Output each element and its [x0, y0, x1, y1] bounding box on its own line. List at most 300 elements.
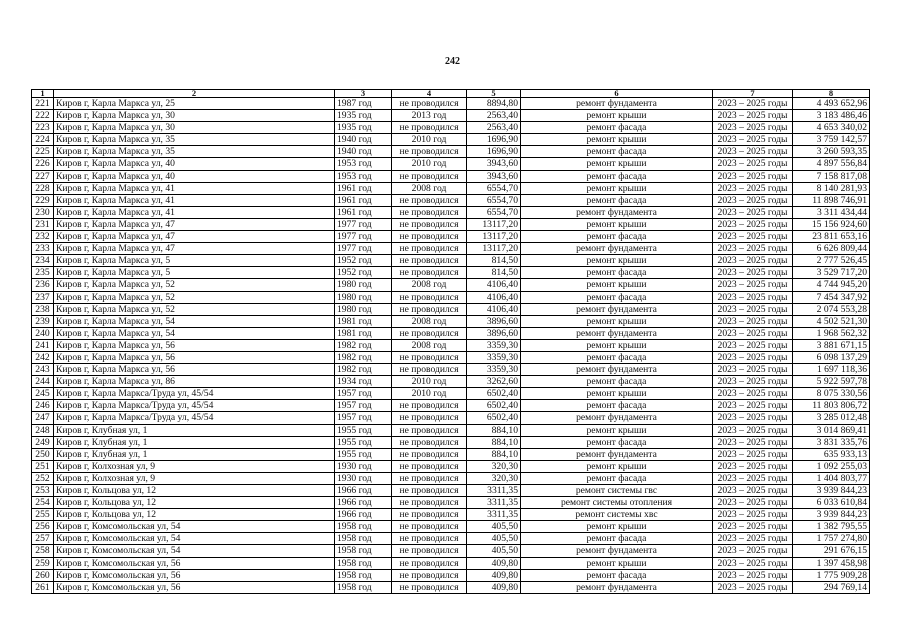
- row-number-cell: 225: [32, 146, 54, 158]
- last-repair-cell: 2013 год: [392, 110, 467, 122]
- address-cell: Киров г, Карла Маркса ул, 5: [54, 267, 335, 279]
- last-repair-cell: 2008 год: [392, 315, 467, 327]
- work-type-cell: ремонт фундамента: [521, 243, 713, 255]
- row-number-cell: 247: [32, 412, 54, 424]
- cost-cell: 4 502 521,30: [793, 315, 870, 327]
- period-cell: 2023 – 2025 годы: [713, 315, 793, 327]
- cost-cell: 5 922 597,78: [793, 376, 870, 388]
- table-row: [32, 327, 870, 339]
- area-cell: 6502,40: [467, 388, 521, 400]
- last-repair-cell: не проводился: [392, 243, 467, 255]
- row-number-cell: 249: [32, 436, 54, 448]
- area-cell: 3359,30: [467, 339, 521, 351]
- build-year-cell: 1940 год: [335, 134, 392, 146]
- build-year-cell: 1952 год: [335, 255, 392, 267]
- work-type-cell: ремонт крыши: [521, 315, 713, 327]
- cost-cell: 3 831 335,76: [793, 436, 870, 448]
- address-cell: Киров г, Карла Маркса ул, 30: [54, 110, 335, 122]
- row-number-cell: 237: [32, 291, 54, 303]
- cost-cell: 1 092 255,03: [793, 460, 870, 472]
- work-type-cell: ремонт фундамента: [521, 327, 713, 339]
- build-year-cell: 1955 год: [335, 436, 392, 448]
- table-row: [32, 533, 870, 545]
- table-row: [32, 134, 870, 146]
- last-repair-cell: не проводился: [392, 170, 467, 182]
- work-type-cell: ремонт фундамента: [521, 448, 713, 460]
- last-repair-cell: 2010 год: [392, 158, 467, 170]
- work-type-cell: ремонт крыши: [521, 134, 713, 146]
- work-type-cell: ремонт крыши: [521, 339, 713, 351]
- period-cell: 2023 – 2025 годы: [713, 218, 793, 230]
- table-row: [32, 279, 870, 291]
- area-cell: 13117,20: [467, 218, 521, 230]
- row-number-cell: 250: [32, 448, 54, 460]
- build-year-cell: 1977 год: [335, 218, 392, 230]
- area-cell: 405,50: [467, 521, 521, 533]
- address-cell: Киров г, Комсомольская ул, 56: [54, 569, 335, 581]
- last-repair-cell: не проводился: [392, 521, 467, 533]
- area-cell: 3896,60: [467, 315, 521, 327]
- row-number-cell: 227: [32, 170, 54, 182]
- address-cell: Киров г, Комсомольская ул, 54: [54, 533, 335, 545]
- last-repair-cell: не проводился: [392, 364, 467, 376]
- address-cell: Киров г, Колхозная ул, 9: [54, 472, 335, 484]
- address-cell: Киров г, Клубная ул, 1: [54, 436, 335, 448]
- table-row: [32, 351, 870, 363]
- cost-cell: 8 075 330,56: [793, 388, 870, 400]
- area-cell: 320,30: [467, 472, 521, 484]
- work-type-cell: ремонт фасада: [521, 533, 713, 545]
- cost-cell: 635 933,13: [793, 448, 870, 460]
- work-type-cell: ремонт фасада: [521, 194, 713, 206]
- last-repair-cell: 2008 год: [392, 339, 467, 351]
- address-cell: Киров г, Карла Маркса ул, 41: [54, 182, 335, 194]
- table-row: [32, 122, 870, 134]
- cost-cell: 4 897 556,84: [793, 158, 870, 170]
- row-number-cell: 260: [32, 569, 54, 581]
- last-repair-cell: не проводился: [392, 436, 467, 448]
- area-cell: 884,10: [467, 424, 521, 436]
- cost-cell: 1 757 274,80: [793, 533, 870, 545]
- column-header: 6: [521, 90, 713, 98]
- work-type-cell: ремонт крыши: [521, 158, 713, 170]
- table-row: [32, 545, 870, 557]
- cost-cell: 294 769,14: [793, 581, 870, 593]
- address-cell: Киров г, Карла Маркса/Труда ул, 45/54: [54, 400, 335, 412]
- row-number-cell: 235: [32, 267, 54, 279]
- cost-cell: 15 156 924,60: [793, 218, 870, 230]
- build-year-cell: 1977 год: [335, 231, 392, 243]
- area-cell: 4106,40: [467, 291, 521, 303]
- last-repair-cell: не проводился: [392, 303, 467, 315]
- table-row: [32, 448, 870, 460]
- table-row: [32, 267, 870, 279]
- period-cell: 2023 – 2025 годы: [713, 448, 793, 460]
- build-year-cell: 1966 год: [335, 485, 392, 497]
- row-number-cell: 222: [32, 110, 54, 122]
- column-header: 8: [793, 90, 870, 98]
- area-cell: 884,10: [467, 436, 521, 448]
- table-row: [32, 291, 870, 303]
- area-cell: 6554,70: [467, 194, 521, 206]
- last-repair-cell: не проводился: [392, 267, 467, 279]
- build-year-cell: 1977 год: [335, 243, 392, 255]
- work-type-cell: ремонт фундамента: [521, 412, 713, 424]
- row-number-cell: 246: [32, 400, 54, 412]
- cost-cell: 11 803 806,72: [793, 400, 870, 412]
- row-number-cell: 251: [32, 460, 54, 472]
- row-number-cell: 226: [32, 158, 54, 170]
- work-type-cell: ремонт фундамента: [521, 364, 713, 376]
- period-cell: 2023 – 2025 годы: [713, 303, 793, 315]
- last-repair-cell: не проводился: [392, 351, 467, 363]
- area-cell: 3359,30: [467, 364, 521, 376]
- cost-cell: 4 493 652,96: [793, 98, 870, 110]
- period-cell: 2023 – 2025 годы: [713, 460, 793, 472]
- build-year-cell: 1957 год: [335, 412, 392, 424]
- area-cell: 1696,90: [467, 146, 521, 158]
- period-cell: 2023 – 2025 годы: [713, 533, 793, 545]
- build-year-cell: 1982 год: [335, 364, 392, 376]
- row-number-cell: 258: [32, 545, 54, 557]
- build-year-cell: 1981 год: [335, 327, 392, 339]
- build-year-cell: 1955 год: [335, 448, 392, 460]
- table-row: [32, 436, 870, 448]
- period-cell: 2023 – 2025 годы: [713, 581, 793, 593]
- cost-cell: 23 811 653,16: [793, 231, 870, 243]
- cost-cell: 291 676,15: [793, 545, 870, 557]
- period-cell: 2023 – 2025 годы: [713, 545, 793, 557]
- work-type-cell: ремонт фасада: [521, 400, 713, 412]
- cost-cell: 3 529 717,20: [793, 267, 870, 279]
- build-year-cell: 1961 год: [335, 206, 392, 218]
- build-year-cell: 1980 год: [335, 291, 392, 303]
- build-year-cell: 1981 год: [335, 315, 392, 327]
- last-repair-cell: не проводился: [392, 509, 467, 521]
- table-row: [32, 315, 870, 327]
- cost-cell: 1 775 909,28: [793, 569, 870, 581]
- cost-cell: 3 759 142,57: [793, 134, 870, 146]
- build-year-cell: 1935 год: [335, 110, 392, 122]
- build-year-cell: 1958 год: [335, 533, 392, 545]
- build-year-cell: 1966 год: [335, 509, 392, 521]
- table-row: [32, 243, 870, 255]
- area-cell: 405,50: [467, 533, 521, 545]
- row-number-cell: 256: [32, 521, 54, 533]
- table-row: [32, 485, 870, 497]
- last-repair-cell: не проводился: [392, 472, 467, 484]
- address-cell: Киров г, Карла Маркса ул, 52: [54, 291, 335, 303]
- table-row: [32, 255, 870, 267]
- address-cell: Киров г, Комсомольская ул, 56: [54, 581, 335, 593]
- area-cell: 814,50: [467, 255, 521, 267]
- area-cell: 2563,40: [467, 122, 521, 134]
- last-repair-cell: не проводился: [392, 291, 467, 303]
- address-cell: Киров г, Кольцова ул, 12: [54, 509, 335, 521]
- column-header: 2: [54, 90, 335, 98]
- cost-cell: 3 285 012,48: [793, 412, 870, 424]
- area-cell: 6502,40: [467, 412, 521, 424]
- area-cell: 1696,90: [467, 134, 521, 146]
- period-cell: 2023 – 2025 годы: [713, 122, 793, 134]
- address-cell: Киров г, Карла Маркса ул, 25: [54, 98, 335, 110]
- work-type-cell: ремонт крыши: [521, 182, 713, 194]
- period-cell: 2023 – 2025 годы: [713, 364, 793, 376]
- cost-cell: 2 074 553,28: [793, 303, 870, 315]
- row-number-cell: 257: [32, 533, 54, 545]
- table-row: [32, 424, 870, 436]
- build-year-cell: 1935 год: [335, 122, 392, 134]
- last-repair-cell: не проводился: [392, 218, 467, 230]
- build-year-cell: 1953 год: [335, 158, 392, 170]
- table-row: [32, 194, 870, 206]
- row-number-cell: 245: [32, 388, 54, 400]
- build-year-cell: 1953 год: [335, 170, 392, 182]
- period-cell: 2023 – 2025 годы: [713, 412, 793, 424]
- period-cell: 2023 – 2025 годы: [713, 509, 793, 521]
- area-cell: 3943,60: [467, 170, 521, 182]
- table-row: [32, 569, 870, 581]
- build-year-cell: 1957 год: [335, 400, 392, 412]
- cost-cell: 1 697 118,36: [793, 364, 870, 376]
- last-repair-cell: не проводился: [392, 545, 467, 557]
- work-type-cell: ремонт фундамента: [521, 98, 713, 110]
- row-number-cell: 239: [32, 315, 54, 327]
- last-repair-cell: не проводился: [392, 412, 467, 424]
- area-cell: 3943,60: [467, 158, 521, 170]
- work-type-cell: ремонт фундамента: [521, 545, 713, 557]
- period-cell: 2023 – 2025 годы: [713, 521, 793, 533]
- work-type-cell: ремонт фундамента: [521, 581, 713, 593]
- address-cell: Киров г, Карла Маркса ул, 40: [54, 170, 335, 182]
- area-cell: 3359,30: [467, 351, 521, 363]
- address-cell: Киров г, Карла Маркса ул, 52: [54, 279, 335, 291]
- address-cell: Киров г, Карла Маркса ул, 40: [54, 158, 335, 170]
- build-year-cell: 1952 год: [335, 267, 392, 279]
- area-cell: 4106,40: [467, 303, 521, 315]
- repair-registry-table: [31, 89, 870, 594]
- build-year-cell: 1982 год: [335, 351, 392, 363]
- table-header-row: [32, 90, 870, 98]
- area-cell: 3896,60: [467, 327, 521, 339]
- cost-cell: 7 454 347,92: [793, 291, 870, 303]
- work-type-cell: ремонт фасада: [521, 231, 713, 243]
- row-number-cell: 229: [32, 194, 54, 206]
- last-repair-cell: не проводился: [392, 194, 467, 206]
- cost-cell: 8 140 281,93: [793, 182, 870, 194]
- work-type-cell: ремонт крыши: [521, 388, 713, 400]
- cost-cell: 6 033 610,84: [793, 497, 870, 509]
- cost-cell: 3 311 434,44: [793, 206, 870, 218]
- last-repair-cell: не проводился: [392, 255, 467, 267]
- last-repair-cell: не проводился: [392, 400, 467, 412]
- table-row: [32, 98, 870, 110]
- address-cell: Киров г, Кольцова ул, 12: [54, 497, 335, 509]
- work-type-cell: ремонт крыши: [521, 424, 713, 436]
- work-type-cell: ремонт фасада: [521, 122, 713, 134]
- area-cell: 3311,35: [467, 509, 521, 521]
- table-row: [32, 206, 870, 218]
- cost-cell: 1 382 795,55: [793, 521, 870, 533]
- work-type-cell: ремонт фасада: [521, 146, 713, 158]
- last-repair-cell: 2008 год: [392, 279, 467, 291]
- row-number-cell: 233: [32, 243, 54, 255]
- period-cell: 2023 – 2025 годы: [713, 110, 793, 122]
- cost-cell: 11 898 746,91: [793, 194, 870, 206]
- page-number: 242: [445, 56, 460, 67]
- build-year-cell: 1958 год: [335, 557, 392, 569]
- build-year-cell: 1958 год: [335, 569, 392, 581]
- build-year-cell: 1982 год: [335, 339, 392, 351]
- area-cell: 13117,20: [467, 231, 521, 243]
- period-cell: 2023 – 2025 годы: [713, 231, 793, 243]
- work-type-cell: ремонт крыши: [521, 255, 713, 267]
- column-header: 4: [392, 90, 467, 98]
- address-cell: Киров г, Карла Маркса/Труда ул, 45/54: [54, 388, 335, 400]
- area-cell: 4106,40: [467, 279, 521, 291]
- work-type-cell: ремонт крыши: [521, 460, 713, 472]
- cost-cell: 1 968 562,32: [793, 327, 870, 339]
- period-cell: 2023 – 2025 годы: [713, 267, 793, 279]
- address-cell: Киров г, Комсомольская ул, 54: [54, 521, 335, 533]
- last-repair-cell: не проводился: [392, 327, 467, 339]
- column-header: 1: [32, 90, 54, 98]
- last-repair-cell: 2008 год: [392, 182, 467, 194]
- row-number-cell: 232: [32, 231, 54, 243]
- period-cell: 2023 – 2025 годы: [713, 194, 793, 206]
- cost-cell: 3 881 671,15: [793, 339, 870, 351]
- build-year-cell: 1958 год: [335, 581, 392, 593]
- table-row: [32, 581, 870, 593]
- row-number-cell: 252: [32, 472, 54, 484]
- work-type-cell: ремонт фасада: [521, 436, 713, 448]
- cost-cell: 4 653 340,02: [793, 122, 870, 134]
- address-cell: Киров г, Колхозная ул, 9: [54, 460, 335, 472]
- address-cell: Киров г, Карла Маркса ул, 56: [54, 351, 335, 363]
- address-cell: Киров г, Карла Маркса ул, 47: [54, 231, 335, 243]
- cost-cell: 4 744 945,20: [793, 279, 870, 291]
- period-cell: 2023 – 2025 годы: [713, 388, 793, 400]
- area-cell: 2563,40: [467, 110, 521, 122]
- build-year-cell: 1961 год: [335, 182, 392, 194]
- last-repair-cell: не проводился: [392, 497, 467, 509]
- cost-cell: 3 939 844,23: [793, 509, 870, 521]
- period-cell: 2023 – 2025 годы: [713, 255, 793, 267]
- cost-cell: 6 098 137,29: [793, 351, 870, 363]
- last-repair-cell: не проводился: [392, 569, 467, 581]
- row-number-cell: 241: [32, 339, 54, 351]
- area-cell: 3262,60: [467, 376, 521, 388]
- address-cell: Киров г, Клубная ул, 1: [54, 448, 335, 460]
- row-number-cell: 248: [32, 424, 54, 436]
- period-cell: 2023 – 2025 годы: [713, 146, 793, 158]
- row-number-cell: 242: [32, 351, 54, 363]
- period-cell: 2023 – 2025 годы: [713, 291, 793, 303]
- column-header: 5: [467, 90, 521, 98]
- row-number-cell: 231: [32, 218, 54, 230]
- table-row: [32, 158, 870, 170]
- build-year-cell: 1961 год: [335, 194, 392, 206]
- area-cell: 884,10: [467, 448, 521, 460]
- table-row: [32, 146, 870, 158]
- table-row: [32, 388, 870, 400]
- work-type-cell: ремонт фасада: [521, 569, 713, 581]
- table-row: [32, 339, 870, 351]
- address-cell: Киров г, Карла Маркса ул, 35: [54, 146, 335, 158]
- address-cell: Киров г, Карла Маркса ул, 30: [54, 122, 335, 134]
- last-repair-cell: не проводился: [392, 460, 467, 472]
- period-cell: 2023 – 2025 годы: [713, 182, 793, 194]
- build-year-cell: 1930 год: [335, 472, 392, 484]
- cost-cell: 7 158 817,08: [793, 170, 870, 182]
- area-cell: 8894,80: [467, 98, 521, 110]
- address-cell: Киров г, Карла Маркса ул, 54: [54, 315, 335, 327]
- column-header: 3: [335, 90, 392, 98]
- build-year-cell: 1940 год: [335, 146, 392, 158]
- row-number-cell: 240: [32, 327, 54, 339]
- cost-cell: 3 183 486,46: [793, 110, 870, 122]
- address-cell: Киров г, Карла Маркса ул, 5: [54, 255, 335, 267]
- table-row: [32, 412, 870, 424]
- address-cell: Киров г, Карла Маркса ул, 56: [54, 364, 335, 376]
- last-repair-cell: не проводился: [392, 533, 467, 545]
- table-row: [32, 497, 870, 509]
- table-row: [32, 400, 870, 412]
- last-repair-cell: не проводился: [392, 146, 467, 158]
- row-number-cell: 238: [32, 303, 54, 315]
- address-cell: Киров г, Карла Маркса ул, 54: [54, 327, 335, 339]
- build-year-cell: 1955 год: [335, 424, 392, 436]
- cost-cell: 3 939 844,23: [793, 485, 870, 497]
- work-type-cell: ремонт крыши: [521, 218, 713, 230]
- address-cell: Киров г, Карла Маркса ул, 52: [54, 303, 335, 315]
- last-repair-cell: не проводился: [392, 448, 467, 460]
- row-number-cell: 228: [32, 182, 54, 194]
- area-cell: 409,80: [467, 557, 521, 569]
- work-type-cell: ремонт фундамента: [521, 206, 713, 218]
- last-repair-cell: не проводился: [392, 424, 467, 436]
- last-repair-cell: не проводился: [392, 231, 467, 243]
- row-number-cell: 243: [32, 364, 54, 376]
- row-number-cell: 223: [32, 122, 54, 134]
- row-number-cell: 255: [32, 509, 54, 521]
- period-cell: 2023 – 2025 годы: [713, 134, 793, 146]
- table-row: [32, 170, 870, 182]
- area-cell: 409,80: [467, 569, 521, 581]
- work-type-cell: ремонт крыши: [521, 557, 713, 569]
- period-cell: 2023 – 2025 годы: [713, 243, 793, 255]
- build-year-cell: 1980 год: [335, 279, 392, 291]
- table-row: [32, 521, 870, 533]
- row-number-cell: 234: [32, 255, 54, 267]
- build-year-cell: 1958 год: [335, 521, 392, 533]
- last-repair-cell: 2010 год: [392, 134, 467, 146]
- address-cell: Киров г, Карла Маркса ул, 56: [54, 339, 335, 351]
- last-repair-cell: не проводился: [392, 581, 467, 593]
- row-number-cell: 221: [32, 98, 54, 110]
- build-year-cell: 1966 год: [335, 497, 392, 509]
- work-type-cell: ремонт фасада: [521, 267, 713, 279]
- address-cell: Киров г, Комсомольская ул, 56: [54, 557, 335, 569]
- last-repair-cell: не проводился: [392, 122, 467, 134]
- work-type-cell: ремонт крыши: [521, 521, 713, 533]
- period-cell: 2023 – 2025 годы: [713, 206, 793, 218]
- row-number-cell: 259: [32, 557, 54, 569]
- area-cell: 3311,35: [467, 497, 521, 509]
- address-cell: Киров г, Карла Маркса ул, 41: [54, 206, 335, 218]
- cost-cell: 1 404 803,77: [793, 472, 870, 484]
- table-row: [32, 303, 870, 315]
